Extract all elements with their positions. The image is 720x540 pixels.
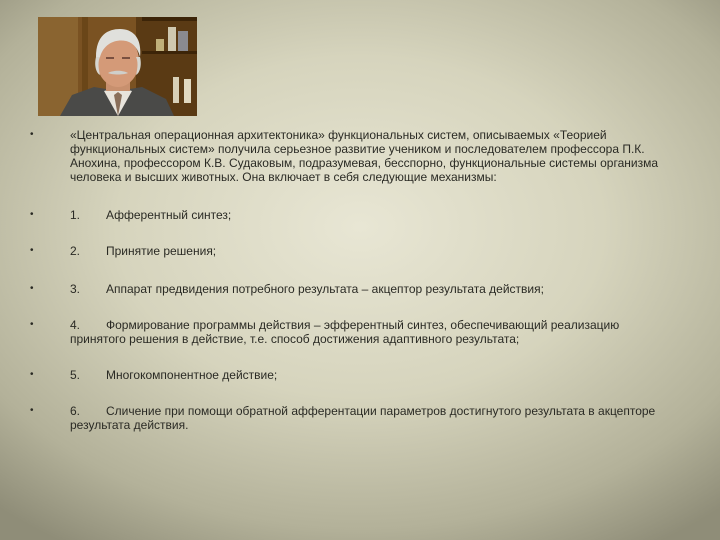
item-text: Афферентный синтез; — [106, 208, 232, 222]
item-number: 1. — [70, 208, 81, 222]
bullet-icon: • — [30, 319, 34, 330]
item-text: Аппарат предвидения потребного результата – акцептор результата действия; — [106, 282, 544, 296]
item-number: 6. — [70, 404, 81, 418]
intro-text: «Центральная операционная архитектоника» функциональных систем, описываемых «Теорией функциональных систем» получила серьезное развитие учеником и последователем профессора П.К. Анохина, профессором К.В. Судаковым, подразумевая, бесспорно, функциональные системы организма человека и высших животных. Она включает в себя следующие механизмы: — [70, 128, 658, 184]
item-text: Многокомпонентное действие; — [106, 368, 278, 382]
item-number: 4. — [70, 318, 81, 332]
item-number: 5. — [70, 368, 81, 382]
bullet-icon: • — [30, 369, 34, 380]
portrait-photo — [38, 17, 197, 116]
bullet-list — [30, 128, 670, 432]
portrait-image — [38, 17, 197, 116]
item-number: 2. — [70, 244, 81, 258]
list-item — [30, 244, 670, 258]
bullet-icon: • — [30, 245, 34, 256]
bullet-icon: • — [30, 405, 34, 416]
item-number: 3. — [70, 282, 81, 296]
item-text: Сличение при помощи обратной афферентации параметров достигнутого результата в акцепторе результата действия. — [70, 404, 656, 432]
list-item — [30, 368, 670, 382]
list-item — [30, 208, 670, 222]
bullet-icon: • — [30, 209, 34, 220]
list-item — [30, 282, 670, 296]
item-text: Принятие решения; — [106, 244, 217, 258]
list-item — [30, 318, 670, 346]
list-item — [30, 128, 670, 184]
bullet-icon: • — [30, 129, 34, 140]
list-item — [30, 404, 670, 432]
item-text: Формирование программы действия – эфферентный синтез, обеспечивающий реализацию принятого решения в действие, т.е. способ достижения адаптивного результата; — [70, 318, 620, 346]
bullet-icon: • — [30, 283, 34, 294]
